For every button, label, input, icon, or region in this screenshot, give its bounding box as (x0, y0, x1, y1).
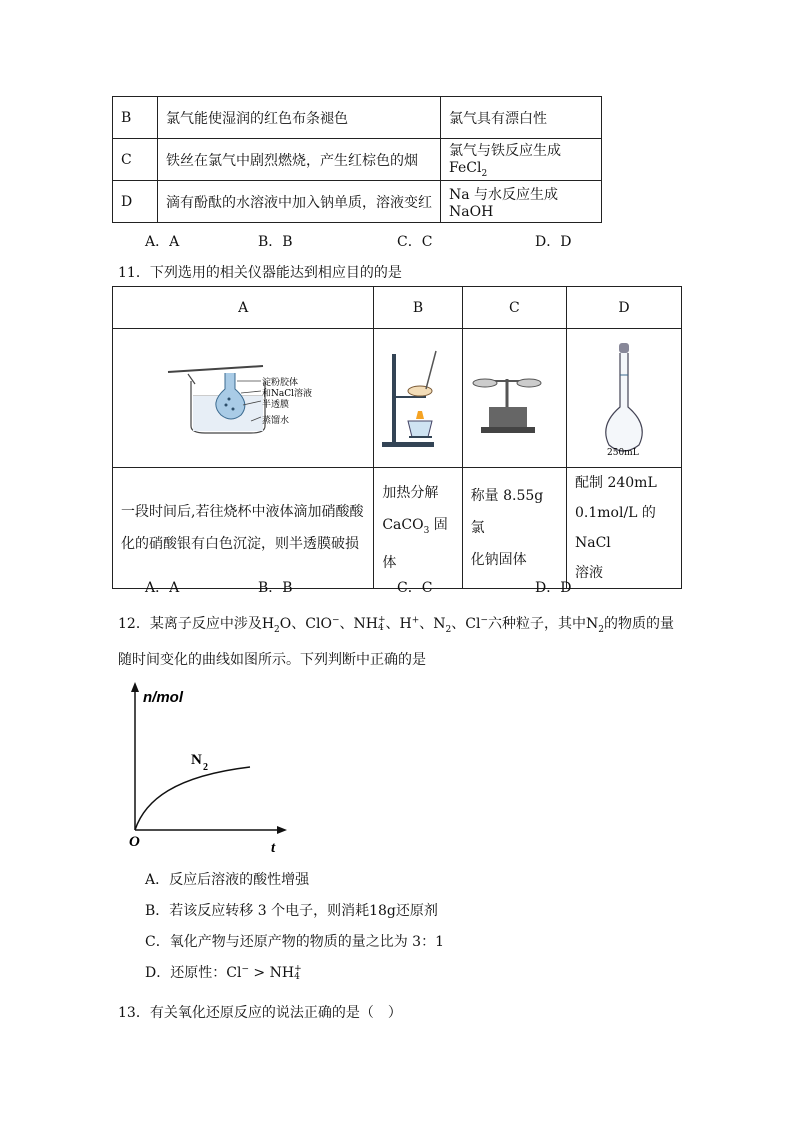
header-d: D (567, 287, 682, 329)
row-phenomenon: 氯气能使湿润的红色布条褪色 (158, 97, 441, 139)
row-conclusion: 氯气与铁反应生成 FeCl$_2$ (441, 139, 602, 181)
figure-b-cell (374, 329, 462, 468)
n2-curve (135, 767, 250, 830)
top-table (112, 96, 602, 223)
header-c: C (462, 287, 566, 329)
q12-stem-2: 随时间变化的曲线如图所示。下列判断中正确的是 (118, 652, 426, 668)
label-nacl: 和NaCl溶液 (262, 389, 313, 399)
q12-option-a[interactable]: A．反应后溶液的酸性增强 (145, 872, 310, 888)
option-b[interactable]: B．B (258, 580, 293, 596)
figure-c-cell (462, 329, 566, 468)
option-c[interactable]: C．C (397, 234, 433, 250)
label-starch: 淀粉胶体 (262, 378, 299, 388)
header-b: B (374, 287, 462, 329)
q11-stem: 11．下列选用的相关仪器能达到相应目的的是 (118, 265, 402, 281)
option-d[interactable]: D．D (535, 234, 572, 250)
option-c[interactable]: C．C (397, 580, 433, 596)
row-conclusion: Na 与水反应生成 NaOH (441, 181, 602, 223)
origin-label: O (129, 834, 140, 850)
q10-options (145, 231, 645, 251)
x-axis-label: t (271, 840, 276, 855)
cell-b-text: 加热分解 CaCO$_3$ 固体 (374, 468, 462, 589)
row-label: B (113, 97, 158, 139)
volumetric-flask-figure (567, 329, 681, 463)
header-a: A (113, 287, 374, 329)
cell-d-text: 配制 240mL 0.1mol/L 的 NaCl 溶液 (567, 468, 682, 589)
option-d[interactable]: D．D (535, 580, 572, 596)
figure-d-cell (567, 329, 682, 468)
row-conclusion: 氯气具有漂白性 (441, 97, 602, 139)
label-membrane: 半透膜 (262, 400, 290, 410)
row-label: C (113, 139, 158, 181)
q13-stem: 13．有关氧化还原反应的说法正确的是（ ） (118, 1005, 402, 1021)
q12-stem: 12．某离子反应中涉及$H_2O$、ClO−、NH + 4 、H+、$N_2$、Cl−六种粒子，其中$N_2$的物质的量 (118, 615, 674, 635)
option-a[interactable]: A．A (145, 580, 180, 596)
curve-label-sub: 2 (203, 762, 208, 773)
row-phenomenon: 铁丝在氯气中剧烈燃烧，产生红棕色的烟 (158, 139, 441, 181)
figure-a-cell (113, 329, 374, 468)
n2-graph (125, 680, 295, 855)
balance-figure (463, 329, 551, 463)
x-axis-arrow (277, 826, 287, 834)
q11-options (145, 577, 645, 597)
row-label: D (113, 181, 158, 223)
q12-option-c[interactable]: C．氧化产物与还原产物的物质的量之比为 3：1 (145, 934, 444, 950)
curve-label: N (191, 752, 202, 768)
q11-table (112, 286, 682, 589)
row-phenomenon: 滴有酚酞的水溶液中加入钠单质，溶液变红 (158, 181, 441, 223)
q12-option-b[interactable]: B．若该反应转移 3 个电子，则消耗18g还原剂 (145, 903, 438, 919)
y-axis-arrow (131, 682, 139, 692)
option-b[interactable]: B．B (258, 234, 293, 250)
option-a[interactable]: A．A (145, 234, 180, 250)
heating-figure (374, 329, 446, 463)
y-axis-label: n/mol (143, 689, 183, 706)
dialysis-figure (113, 329, 358, 463)
flask-label: 250mL (607, 448, 639, 458)
cell-a-text: 一段时间后,若往烧杯中液体滴加硝酸酸 化的硝酸银有白色沉淀，则半透膜破损 (113, 468, 374, 589)
q12-option-d[interactable]: D．还原性：Cl− > NH + 4 (145, 964, 302, 982)
cell-c-text: 称量 8.55g 氯 化钠固体 (462, 468, 566, 589)
label-water: 蒸馏水 (262, 416, 290, 426)
